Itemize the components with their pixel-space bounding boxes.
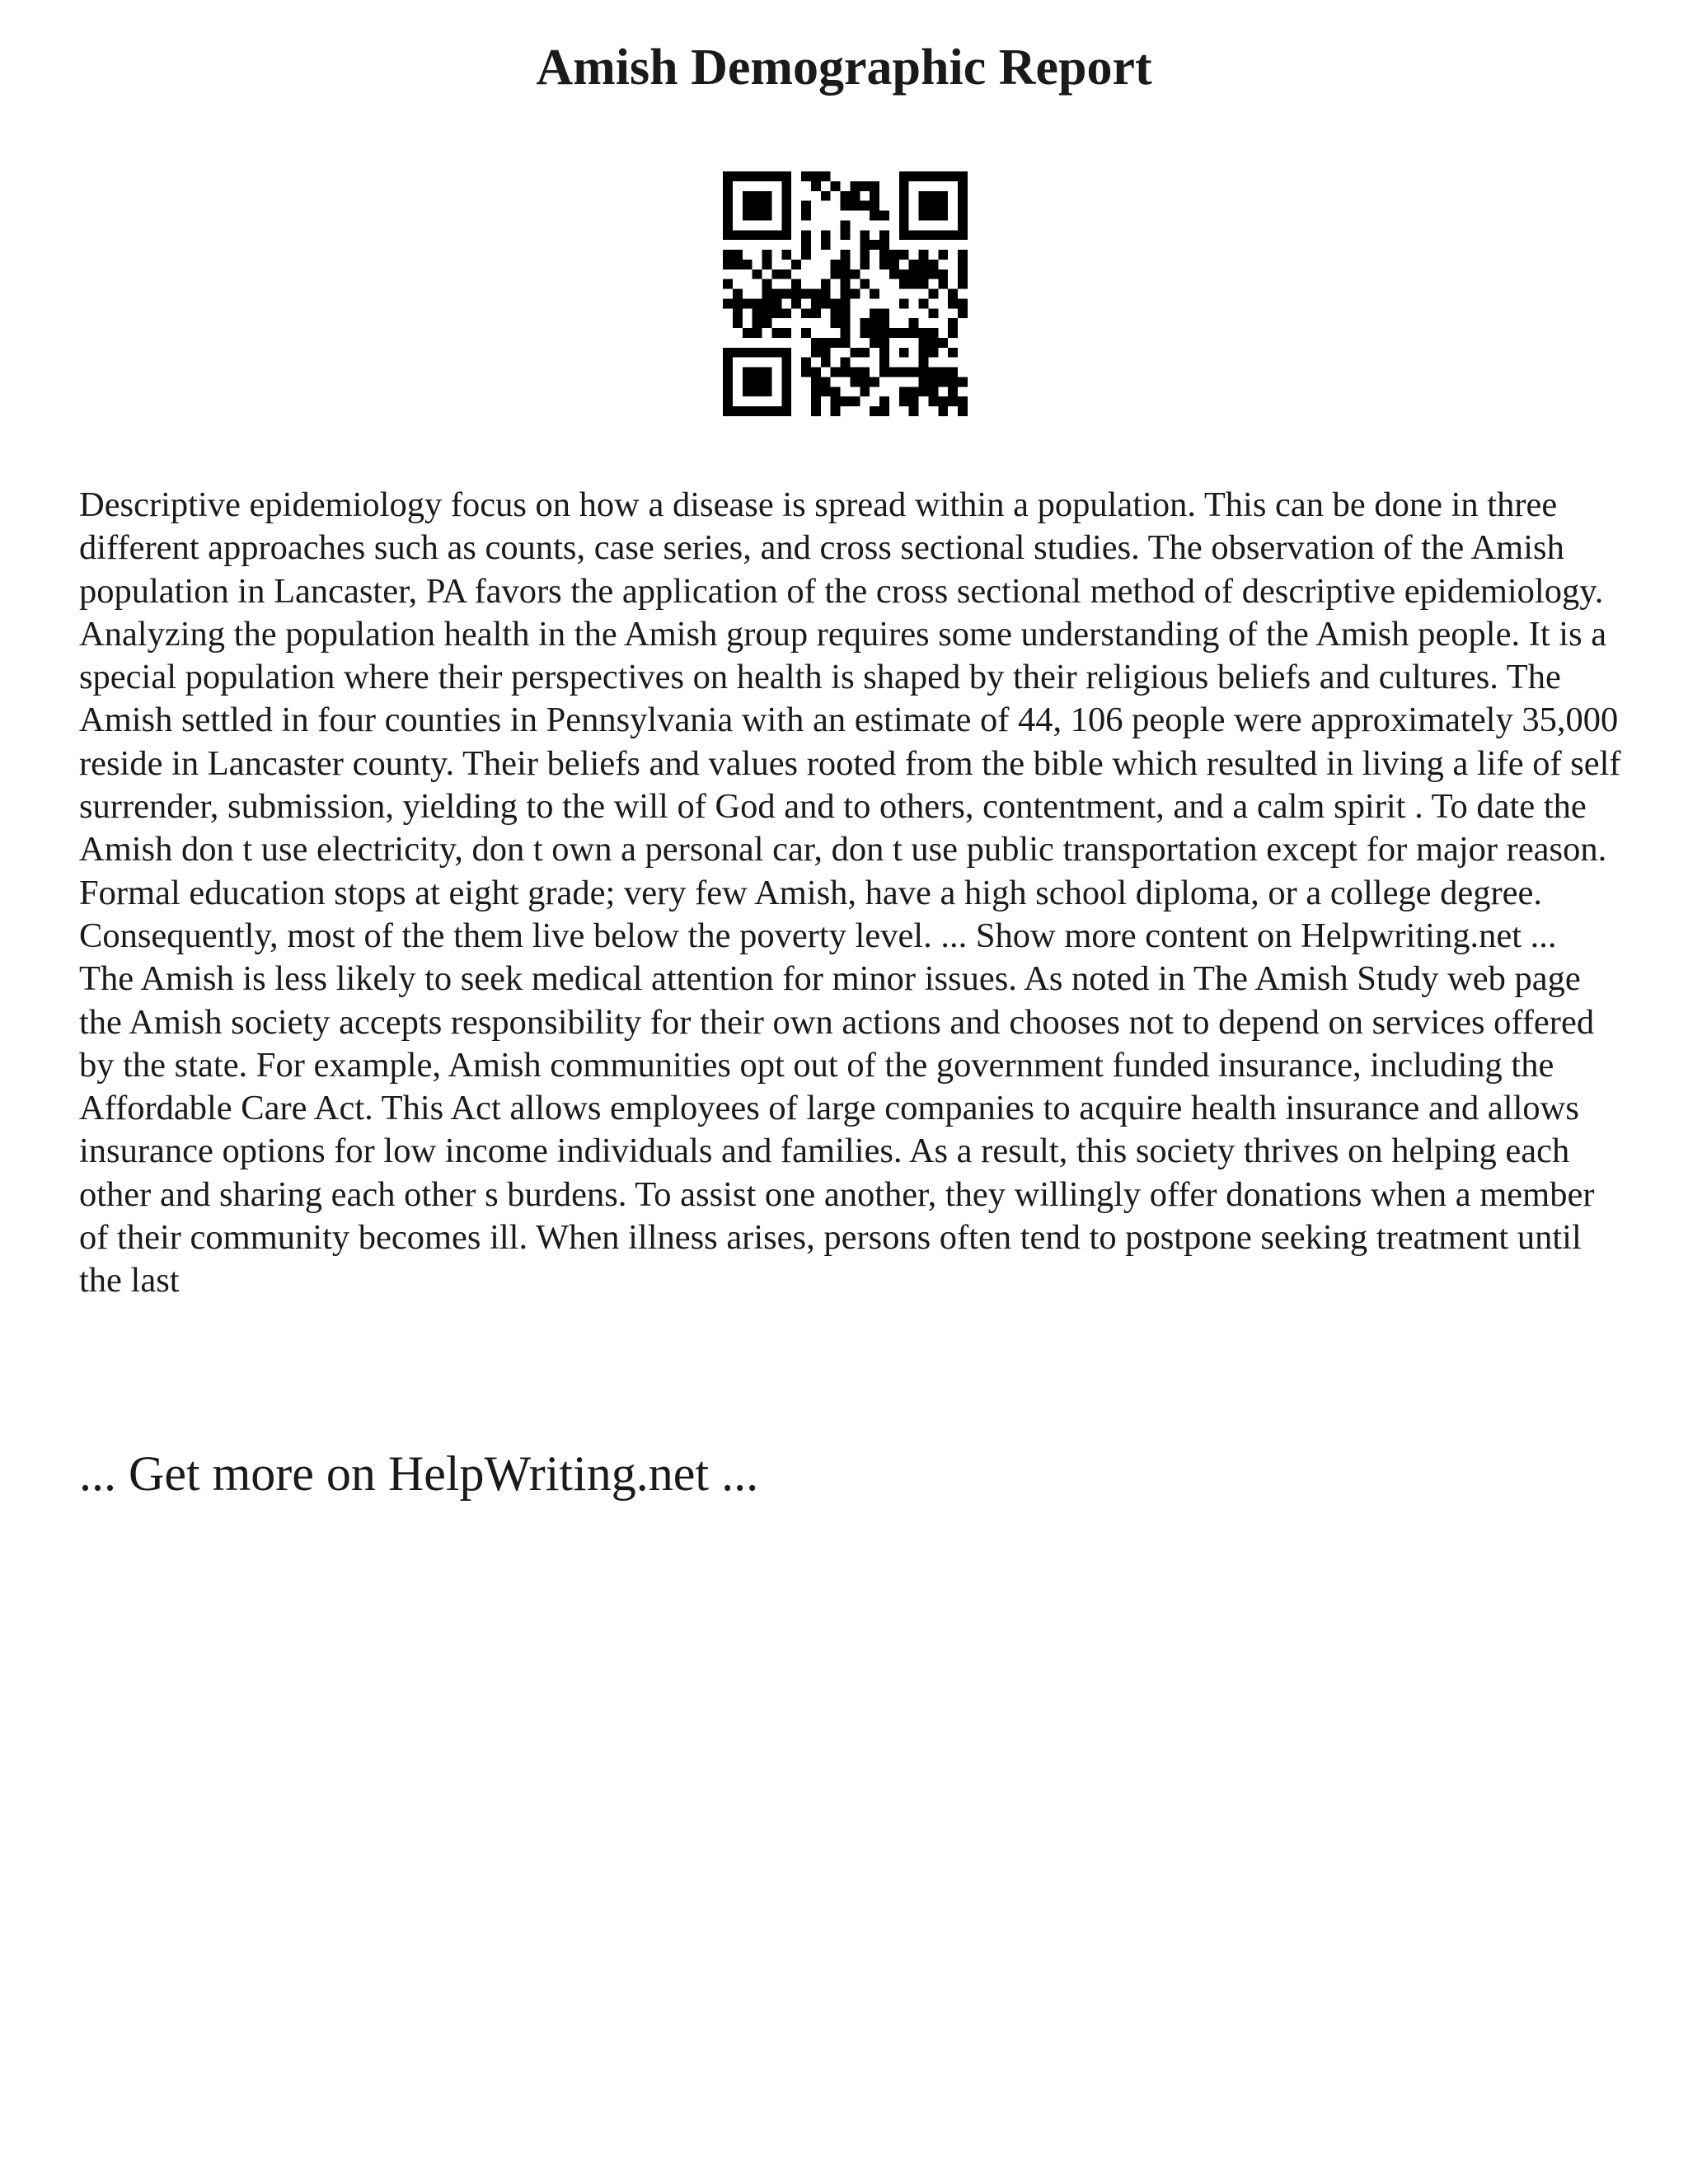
qr-code-icon[interactable]	[723, 171, 968, 416]
paragraph: Descriptive epidemiology focus on how a disease is spread within a population. This can be done in three different approaches such as counts, case series, and cross sectional studies. The observation of the Amish population in Lancaster, PA favors the application of the cross sectional method of descriptive epidemiology.	[79, 485, 1604, 611]
page-title: Amish Demographic Report	[536, 40, 1152, 96]
get-more-link[interactable]: ... Get more on HelpWriting.net ...	[79, 1446, 759, 1501]
paragraph: The Amish is less likely to seek medical attention for minor issues. As noted in The Amish Study web page the Amish society accepts responsibility for their own actions and chooses not to depend on services offered by the state. For example, Amish communities opt out of the government funded insurance, including the Affordable Care Act. This Act allows employees of large companies to acquire health insurance and allows insurance options for low income individuals and families. As a result, this society thrives on helping each other and sharing each other s burdens. To assist one another, they willingly offer donations when a member of their community becomes ill. When illness arises, persons often tend to postpone seeking treatment until the last	[79, 959, 1595, 1301]
paragraph: Analyzing the population health in the Amish group requires some understanding of the Amish people. It is a special population where their perspectives on health is shaped by their religious beliefs and cultures. The Amish settled in four counties in Pennsylvania with an estimate of 44, 106 people were approximately 35,000 reside in Lancaster county. Their beliefs and values rooted from the bible which resulted in living a life of self surrender, submission, yielding to the will of God and to others, contentment, and a calm spirit . To date the Amish don t use electricity, don t own a personal car, don t use public transportation except for major reason. Formal education stops at eight grade; very few Amish, have a high school diploma, or a college degree. Consequently, most of the them live below the poverty level. ... Show more content on Helpwriting.net ...	[79, 614, 1621, 955]
document-body	[79, 484, 1629, 1303]
